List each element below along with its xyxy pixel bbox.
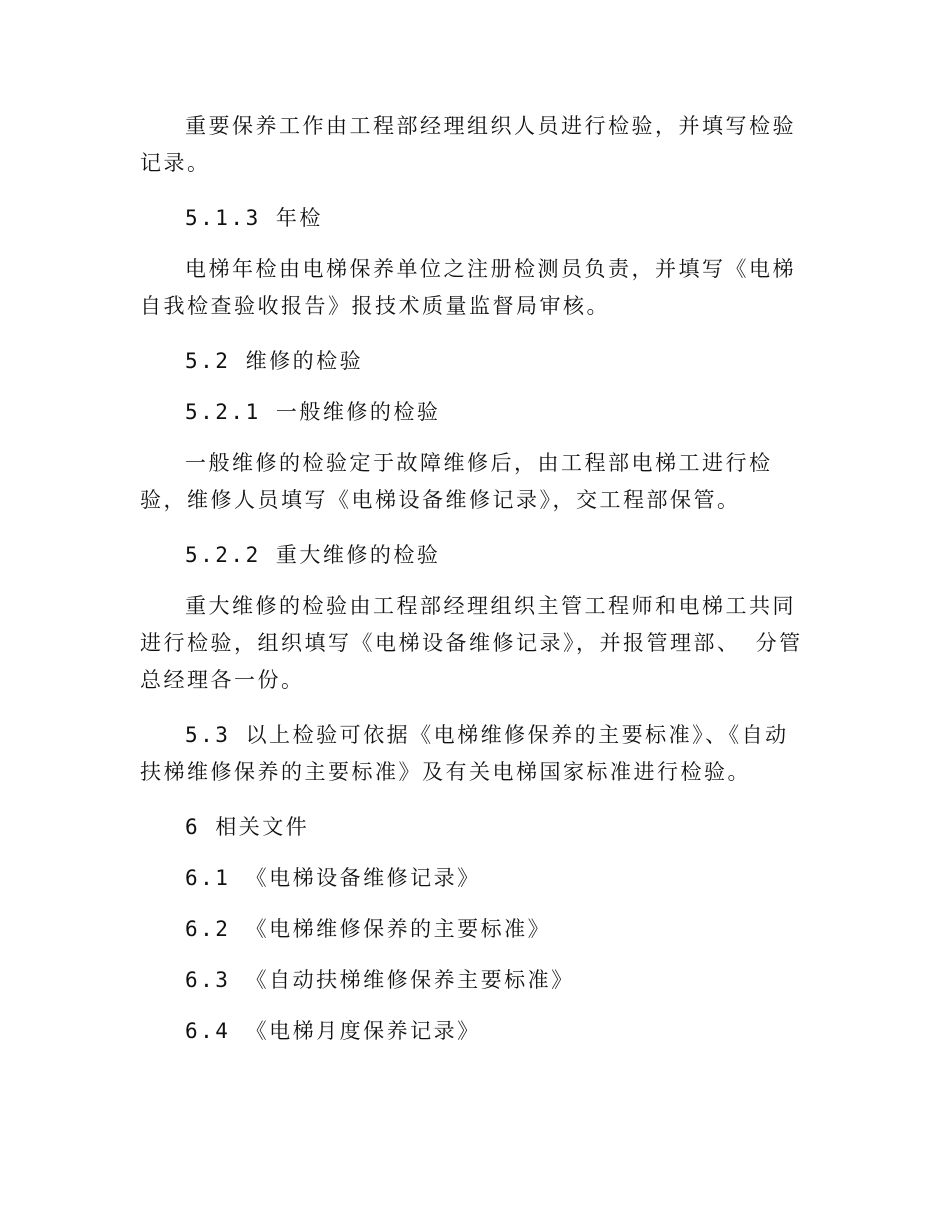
paragraph-5-3-standards: 5.3 以上检验可依据《电梯维修保养的主要标准》、《自动扶梯维修保养的主要标准》及有关电梯国家标准进行检验。 — [140, 723, 789, 784]
heading-5-2: 5.2 维修的检验 — [185, 349, 364, 373]
heading-5-2-1: 5.2.1 一般维修的检验 — [185, 400, 441, 424]
paragraph-general-repair: 一般维修的检验定于故障维修后，由工程部电梯工进行检验，维修人员填写《电梯设备维修记录》，交工程部保管。 — [140, 451, 773, 512]
heading-5-1-3: 5.1.3 年检 — [185, 206, 323, 230]
file-item-6-1: 6.1 《电梯设备维修记录》 — [185, 866, 481, 890]
paragraph-annual-inspection: 电梯年检由电梯保养单位之注册检测员负责，并填写《电梯自我检查验收报告》报技术质量监督局审核。 — [140, 257, 796, 318]
paragraph-major-repair: 重大维修的检验由工程部经理组织主管工程师和电梯工共同进行检验，组织填写《电梯设备维修记录》，并报管理部、 分管总经理各一份。 — [140, 594, 803, 692]
heading-6-related-files: 6 相关文件 — [185, 815, 310, 839]
file-item-6-4: 6.4 《电梯月度保养记录》 — [185, 1019, 481, 1043]
heading-5-2-2: 5.2.2 重大维修的检验 — [185, 543, 441, 567]
file-item-6-2: 6.2 《电梯维修保养的主要标准》 — [185, 917, 552, 941]
file-item-6-3: 6.3 《自动扶梯维修保养主要标准》 — [185, 968, 575, 992]
document-page — [140, 108, 810, 1050]
paragraph-maintenance-inspection: 重要保养工作由工程部经理组织人员进行检验，并填写检验记录。 — [140, 114, 796, 175]
